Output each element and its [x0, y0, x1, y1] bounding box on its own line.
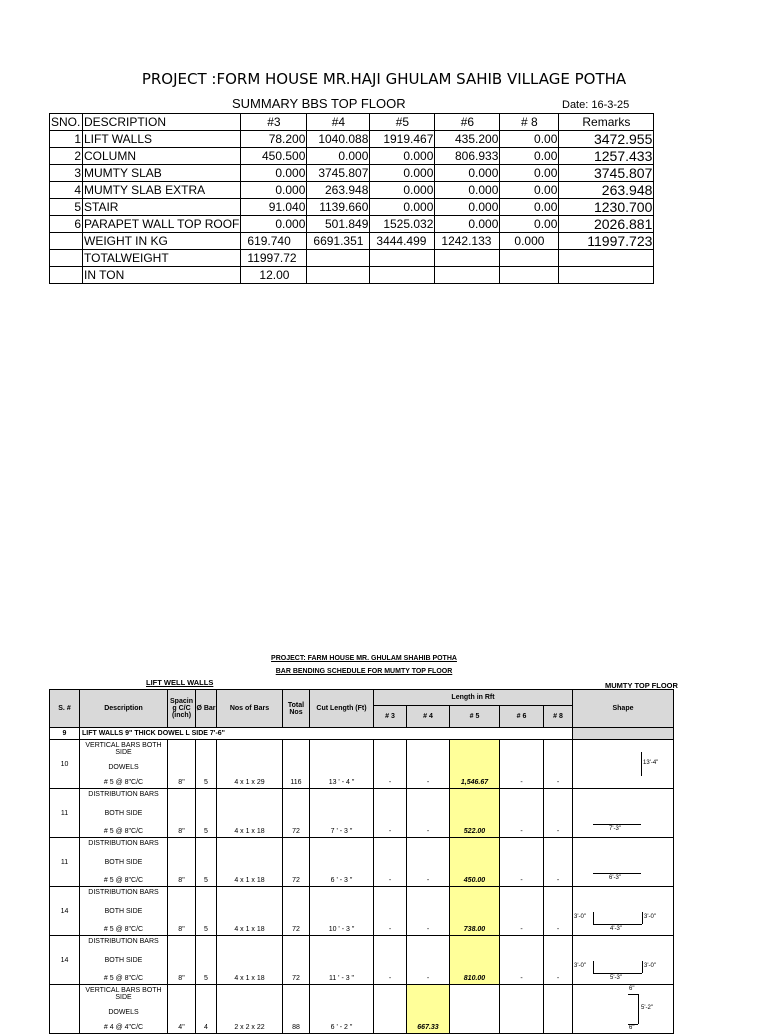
- row-c3: -: [374, 838, 407, 887]
- hdr-total-nos: Total Nos: [283, 690, 310, 728]
- hdr-c8: # 8: [544, 706, 573, 728]
- row-nos: 4 x 1 x 18: [217, 887, 283, 936]
- row-total: 72: [283, 887, 310, 936]
- row-total: 72: [283, 789, 310, 838]
- bbs-row: [50, 789, 674, 838]
- col-3: #3: [241, 114, 307, 131]
- bbs-row: [50, 740, 674, 789]
- row-c3: -: [374, 740, 407, 789]
- cell: MUMTY SLAB: [83, 165, 241, 182]
- bbs-section-row: [50, 728, 674, 740]
- hdr-description: Description: [80, 690, 168, 728]
- cell: 0.000: [435, 216, 500, 233]
- col-remarks: Remarks: [559, 114, 654, 131]
- cell: [307, 267, 370, 284]
- row-description: [80, 740, 168, 789]
- row-spacing: 4": [168, 985, 196, 1034]
- hdr-c5: # 5: [450, 706, 500, 728]
- row-total: 88: [283, 985, 310, 1034]
- summary-row: [50, 199, 654, 216]
- ton-label: IN TON: [83, 267, 241, 284]
- desc-line: DISTRIBUTION BARS: [88, 840, 159, 847]
- cell: 0.000: [307, 148, 370, 165]
- cell: 1525.032: [370, 216, 435, 233]
- cell: COLUMN: [83, 148, 241, 165]
- section-no: 9: [50, 728, 80, 740]
- row-c4: -: [407, 789, 450, 838]
- cell: [307, 250, 370, 267]
- row-shape: [573, 887, 674, 936]
- row-c6: -: [500, 789, 544, 838]
- cell: MUMTY SLAB EXTRA: [83, 182, 241, 199]
- bbs-table: [49, 689, 674, 1034]
- row-spacing: 8": [168, 789, 196, 838]
- row-c8: -: [544, 740, 573, 789]
- cell: 0.00: [500, 216, 559, 233]
- summary-title: SUMMARY BBS TOP FLOOR: [232, 96, 406, 111]
- summary-weight-row: [50, 233, 654, 250]
- project-title: PROJECT :FORM HOUSE MR.HAJI GHULAM SAHIB VILLAGE POTHA: [141, 70, 627, 88]
- cell: [559, 250, 654, 267]
- cell: 3745.807: [307, 165, 370, 182]
- shape-label: 3'-0": [574, 914, 586, 920]
- row-shape: [573, 789, 674, 838]
- hdr-nos-of-bars: Nos of Bars: [217, 690, 283, 728]
- row-shape: [573, 838, 674, 887]
- cell: 806.933: [435, 148, 500, 165]
- desc-line: BOTH SIDE: [104, 858, 143, 866]
- row-shape: [573, 740, 674, 789]
- cell: 11997.723: [559, 233, 654, 250]
- row-cut-length: 13 ' - 4 ": [310, 740, 374, 789]
- cell: [50, 233, 83, 250]
- cell: PARAPET WALL TOP ROOF: [84, 217, 240, 231]
- col-sno: SNO.: [50, 114, 83, 131]
- cell: 1242.133: [435, 233, 500, 250]
- cell: 2026.881: [559, 216, 654, 233]
- hdr-bar-dia: Ø Bar: [196, 690, 217, 728]
- row-c4: -: [407, 838, 450, 887]
- cell: 3472.955: [559, 131, 654, 148]
- cell: 0.000: [241, 165, 307, 182]
- hdr-shape: Shape: [573, 690, 674, 728]
- cell: 619.740: [241, 233, 307, 250]
- row-shape: [573, 936, 674, 985]
- shape-label: 6": [629, 986, 635, 992]
- cell: [435, 250, 500, 267]
- cell: 435.200: [435, 131, 500, 148]
- summary-row: [50, 148, 654, 165]
- cell: WEIGHT IN KG: [83, 233, 241, 250]
- row-total: 72: [283, 838, 310, 887]
- cell: [370, 267, 435, 284]
- desc-line: BOTH SIDE: [104, 907, 143, 915]
- row-c5: 1,546.67: [450, 740, 500, 789]
- cell: 0.000: [370, 199, 435, 216]
- row-c8: -: [544, 838, 573, 887]
- summary-header-row: [50, 114, 654, 131]
- cell: 0.000: [370, 182, 435, 199]
- desc-line: VERTICAL BARS BOTH SIDE: [85, 987, 162, 1001]
- cell: 1257.433: [559, 148, 654, 165]
- row-c4: 667.33: [407, 985, 450, 1034]
- bbs-row: [50, 887, 674, 936]
- summary-table: [49, 113, 654, 284]
- summary-date: Date: 16-3-25: [562, 99, 630, 111]
- shape-label: 5'-2": [641, 1005, 653, 1011]
- row-c6: -: [500, 838, 544, 887]
- section-title: LIFT WALLS 9" THICK DOWEL L SIDE 7'-6": [80, 728, 573, 740]
- desc-line: BOTH SIDE: [104, 956, 143, 964]
- row-c5: 450.00: [450, 838, 500, 887]
- cell: 0.000: [435, 165, 500, 182]
- hdr-length-in-rft: Length in Rft: [374, 690, 573, 706]
- cell: [500, 250, 559, 267]
- shape-label: 5'-3": [610, 975, 622, 981]
- cell: 6: [50, 216, 83, 233]
- summary-row: [50, 182, 654, 199]
- cell: 0.000: [370, 148, 435, 165]
- row-c8: -: [544, 789, 573, 838]
- hdr-c3: # 3: [374, 706, 407, 728]
- row-dia: 5: [196, 936, 217, 985]
- desc-line: DOWELS: [108, 764, 139, 771]
- col-5: #5: [370, 114, 435, 131]
- cell: 0.00: [500, 148, 559, 165]
- row-spacing: 8": [168, 838, 196, 887]
- mumty-top-label: MUMTY TOP FLOOR: [605, 681, 678, 690]
- row-nos: 4 x 1 x 18: [217, 936, 283, 985]
- row-cut-length: 11 ' - 3 ": [310, 936, 374, 985]
- bbs-header-row: [50, 690, 674, 706]
- row-sno: 11: [50, 789, 80, 838]
- row-c8: -: [544, 887, 573, 936]
- row-c3: -: [374, 936, 407, 985]
- shape-label: 6": [629, 1025, 635, 1031]
- row-c4: -: [407, 887, 450, 936]
- cell: 1139.660: [307, 199, 370, 216]
- cell: 4: [50, 182, 83, 199]
- row-spacing: 8": [168, 740, 196, 789]
- hdr-cut-length: Cut Length (Ft): [310, 690, 374, 728]
- cell: 0.000: [500, 233, 559, 250]
- hdr-spacing: Spacin g C/C (inch): [168, 690, 196, 728]
- bbs-subtitle: BAR BENDING SCHEDULE FOR MUMTY TOP FLOOR: [275, 668, 453, 675]
- row-description: [80, 789, 168, 838]
- row-sno: [50, 985, 80, 1034]
- cell: [370, 250, 435, 267]
- total-label: TOTALWEIGHT: [83, 250, 241, 267]
- cell: [50, 267, 83, 284]
- cell: 0.000: [241, 216, 307, 233]
- cell: [573, 728, 674, 740]
- row-description: [80, 936, 168, 985]
- row-c6: [500, 985, 544, 1034]
- cell: 0.00: [500, 131, 559, 148]
- cell: STAIR: [83, 199, 241, 216]
- cell: 5: [50, 199, 83, 216]
- bbs-project-title: PROJECT: FARM HOUSE MR. GHULAM SHAHIB POTHA: [271, 655, 457, 662]
- row-cut-length: 10 ' - 3 ": [310, 887, 374, 936]
- shape-label: 4'-3": [610, 926, 622, 932]
- desc-line: DISTRIBUTION BARS: [88, 889, 159, 896]
- row-c5: 738.00: [450, 887, 500, 936]
- cell: 1: [50, 131, 83, 148]
- row-sno: 14: [50, 936, 80, 985]
- cell: 3: [50, 165, 83, 182]
- row-c8: -: [544, 936, 573, 985]
- row-dia: 5: [196, 887, 217, 936]
- bbs-row: [50, 838, 674, 887]
- row-nos: 4 x 1 x 29: [217, 740, 283, 789]
- row-c4: -: [407, 740, 450, 789]
- cell: 263.948: [559, 182, 654, 199]
- shape-label: 3'-0": [644, 963, 656, 969]
- summary-ton-row: [50, 267, 654, 284]
- shape-label: 13'-4": [643, 760, 659, 766]
- row-cut-length: 7 ' - 3 ": [310, 789, 374, 838]
- row-shape: [573, 985, 674, 1034]
- row-c5: 810.00: [450, 936, 500, 985]
- bbs-row: [50, 936, 674, 985]
- row-sno: 11: [50, 838, 80, 887]
- total-value: 11997.72: [241, 250, 307, 267]
- cell: 0.00: [500, 182, 559, 199]
- row-dia: 5: [196, 740, 217, 789]
- cell: [50, 250, 83, 267]
- cell: 78.200: [241, 131, 307, 148]
- cell: [559, 267, 654, 284]
- shape-label: 6'-3": [609, 875, 621, 881]
- desc-line: DISTRIBUTION BARS: [88, 791, 159, 798]
- row-description: [80, 838, 168, 887]
- shape-label: 3'-0": [574, 963, 586, 969]
- row-description: [80, 985, 168, 1034]
- row-sno: 10: [50, 740, 80, 789]
- hdr-sno: S. #: [50, 690, 80, 728]
- col-6: #6: [435, 114, 500, 131]
- row-c6: -: [500, 936, 544, 985]
- row-c6: -: [500, 887, 544, 936]
- cell: 0.000: [241, 182, 307, 199]
- cell: 263.948: [307, 182, 370, 199]
- row-nos: 2 x 2 x 22: [217, 985, 283, 1034]
- row-nos: 4 x 1 x 18: [217, 838, 283, 887]
- bbs-row: [50, 985, 674, 1034]
- hdr-c4: # 4: [407, 706, 450, 728]
- cell: 0.00: [500, 165, 559, 182]
- lift-well-label: LIFT WELL WALLS: [146, 678, 214, 687]
- cell: 2: [50, 148, 83, 165]
- cell: 0.000: [435, 182, 500, 199]
- cell: LIFT WALLS: [83, 131, 241, 148]
- cell: 3444.499: [370, 233, 435, 250]
- row-cut-length: 6 ' - 2 ": [310, 985, 374, 1034]
- desc-line: BOTH SIDE: [104, 809, 143, 817]
- cell: 0.000: [370, 165, 435, 182]
- cell: 0.00: [500, 199, 559, 216]
- cell: [435, 267, 500, 284]
- row-nos: 4 x 1 x 18: [217, 789, 283, 838]
- cell: 1230.700: [559, 199, 654, 216]
- desc-line: # 5 @ 8"C/C: [103, 877, 144, 884]
- row-dia: 5: [196, 838, 217, 887]
- row-spacing: 8": [168, 887, 196, 936]
- col-8: # 8: [500, 114, 559, 131]
- row-description: [80, 887, 168, 936]
- desc-line: DISTRIBUTION BARS: [88, 938, 159, 945]
- cell: 501.849: [307, 216, 370, 233]
- desc-line: # 5 @ 8"C/C: [103, 779, 144, 786]
- ton-value: 12.00: [241, 267, 307, 284]
- row-spacing: 8": [168, 936, 196, 985]
- row-c5: 522.00: [450, 789, 500, 838]
- desc-line: VERTICAL BARS BOTH SIDE: [85, 742, 162, 756]
- cell: 1919.467: [370, 131, 435, 148]
- row-dia: 4: [196, 985, 217, 1034]
- row-dia: 5: [196, 789, 217, 838]
- row-c5: [450, 985, 500, 1034]
- cell: 0.000: [435, 199, 500, 216]
- row-c3: -: [374, 887, 407, 936]
- cell: 3745.807: [559, 165, 654, 182]
- row-c4: -: [407, 936, 450, 985]
- cell: 1040.088: [307, 131, 370, 148]
- summary-total-row: [50, 250, 654, 267]
- hdr-c6: # 6: [500, 706, 544, 728]
- summary-row: [50, 165, 654, 182]
- row-total: 116: [283, 740, 310, 789]
- row-c8: [544, 985, 573, 1034]
- shape-label: 3'-0": [644, 914, 656, 920]
- col-description: DESCRIPTION: [83, 114, 241, 131]
- desc-line: # 4 @ 4"C/C: [103, 1024, 144, 1031]
- summary-row: [50, 216, 654, 233]
- cell: 6691.351: [307, 233, 370, 250]
- desc-line: # 5 @ 8"C/C: [103, 828, 144, 835]
- cell: 450.500: [241, 148, 307, 165]
- col-4: #4: [307, 114, 370, 131]
- desc-line: DOWELS: [108, 1009, 139, 1016]
- row-total: 72: [283, 936, 310, 985]
- row-sno: 14: [50, 887, 80, 936]
- row-c3: -: [374, 789, 407, 838]
- shape-label: 7'-3": [609, 826, 621, 832]
- desc-line: # 5 @ 8"C/C: [103, 975, 144, 982]
- row-c6: -: [500, 740, 544, 789]
- summary-row: [50, 131, 654, 148]
- row-c3: [374, 985, 407, 1034]
- row-cut-length: 6 ' - 3 ": [310, 838, 374, 887]
- cell: 91.040: [241, 199, 307, 216]
- cell: [500, 267, 559, 284]
- desc-line: # 5 @ 8"C/C: [103, 926, 144, 933]
